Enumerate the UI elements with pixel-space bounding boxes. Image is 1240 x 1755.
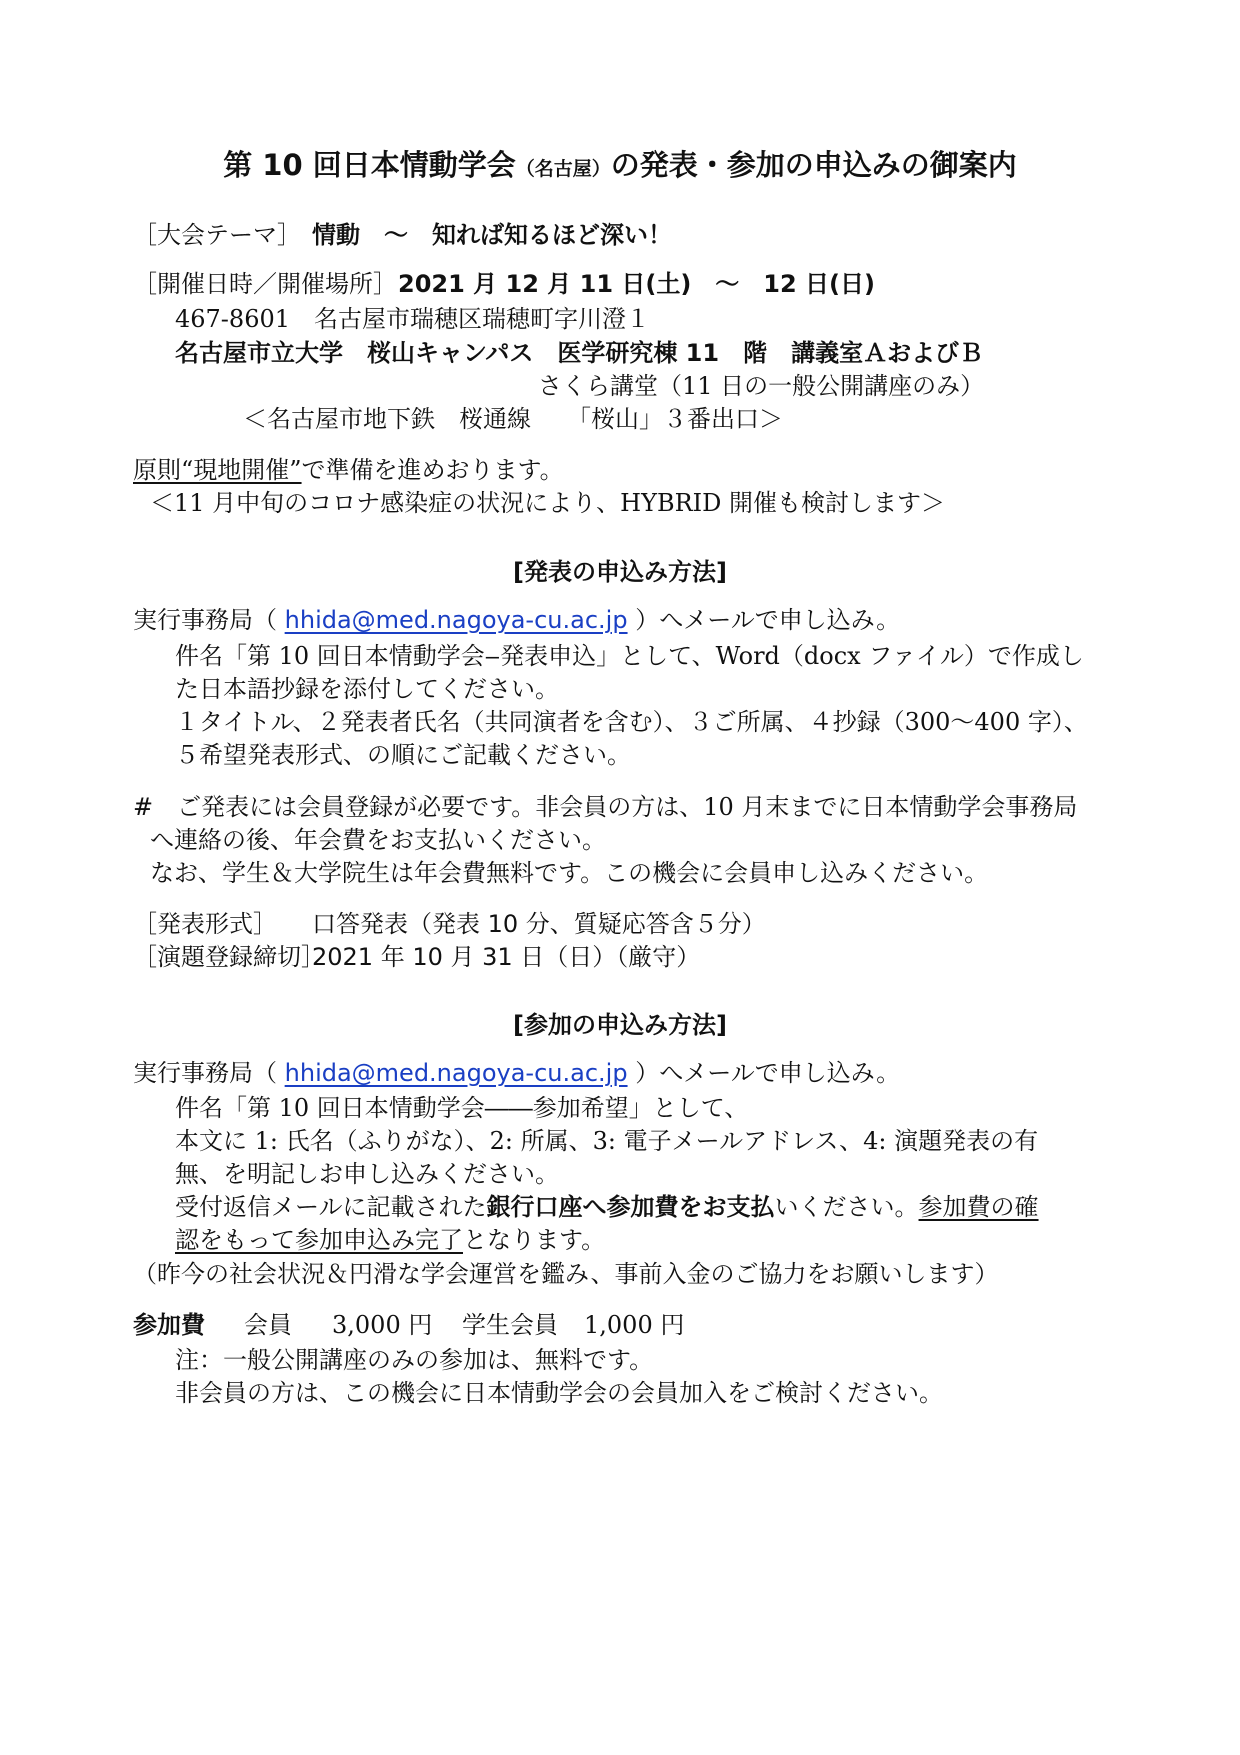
payment-instructions (175, 1225, 605, 1255)
participation-contact (133, 1058, 900, 1088)
participation-request: （昨今の社会状況＆円滑な学会運営を鑑み、事前入金のご協力をお願いします） (133, 1260, 999, 1288)
contact-suffix: ）へメールで申し込み。 (635, 1059, 901, 1087)
venue-hall: さくら講堂（11 日の一般公開講座のみ） (538, 372, 985, 400)
presentation-email-link[interactable]: hhida@med.nagoya-cu.ac.jp (284, 606, 628, 634)
payment-text: いください。 (774, 1193, 919, 1221)
venue-access: ＜名古屋市地下鉄 桜通線 「桜山」３番出口＞ (243, 405, 783, 433)
participation-heading: [参加の申込み方法] (513, 1011, 727, 1039)
principle-underlined: 原則“現地開催” (133, 456, 302, 484)
student-label: 学生会員 (462, 1311, 558, 1339)
member-fee: 3,000 円 (332, 1311, 433, 1339)
participation-body: 本文に 1: 氏名（ふりがな）、2: 所属、3: 電子メールアドレス、4: 演題発表の有 (175, 1127, 1039, 1155)
fee-note: 非会員の方は、この機会に日本情動学会の会員加入をご検討ください。 (175, 1379, 943, 1407)
participation-subject: 件名「第 10 回日本情動学会――参加希望」として、 (175, 1094, 749, 1122)
principle-note: ＜11 月中旬のコロナ感染症の状況により、HYBRID 開催も検討します＞ (150, 489, 945, 517)
contact-prefix: 実行事務局（ (133, 606, 277, 634)
deadline-label: ［演題登録締切］ (133, 943, 325, 971)
student-fee: 1,000 円 (584, 1311, 685, 1339)
presentation-line: ５希望発表形式、の順にご記載ください。 (175, 741, 631, 769)
title-location: （名古屋） (515, 158, 611, 180)
venue-address: 467-8601 名古屋市瑞穂区瑞穂町字川澄１ (175, 305, 650, 333)
theme-value: 情動 ～ 知れば知るほど深い！ (312, 221, 672, 249)
fee-label: 参加費 (133, 1311, 205, 1339)
payment-underlined: 参加費の確 (918, 1193, 1039, 1221)
principle-line (133, 455, 564, 485)
member-label: 会員 (244, 1311, 292, 1339)
participation-email-link[interactable]: hhida@med.nagoya-cu.ac.jp (284, 1059, 628, 1087)
format-value: 口答発表（発表 10 分、質疑応答含５分） (312, 910, 766, 938)
venue-label: ［開催日時／開催場所］ (133, 270, 397, 298)
page-title (0, 150, 1240, 184)
venue-building: 名古屋市立大学 桜山キャンパス 医学研究棟 11 階 講義室ＡおよびＢ (175, 339, 984, 367)
payment-text: となります。 (463, 1226, 606, 1254)
presentation-line: た日本語抄録を添付してください。 (175, 675, 559, 703)
theme-label: ［大会テーマ］ (133, 221, 301, 249)
principle-rest: で準備を進めおります。 (301, 456, 564, 484)
membership-note: # ご発表には会員登録が必要です。非会員の方は、10 月末までに日本情動学会事務局 (133, 793, 1078, 821)
payment-instructions (175, 1192, 1039, 1222)
membership-note: なお、学生＆大学院生は年会費無料です。この機会に会員申し込みください。 (150, 859, 989, 887)
presentation-line: 件名「第 10 回日本情動学会‒発表申込」として、Word（docx ファイル）で作成し (175, 642, 1084, 670)
presentation-heading: [発表の申込み方法] (513, 558, 727, 586)
contact-prefix: 実行事務局（ (133, 1059, 277, 1087)
format-label: ［発表形式］ (133, 910, 277, 938)
title-main: 第 10 回日本情動学会 (223, 148, 516, 182)
venue-date: 2021 月 12 月 11 日(土) ～ 12 日(日) (398, 270, 875, 298)
membership-note: へ連絡の後、年会費をお支払いください。 (150, 826, 606, 854)
payment-text: 受付返信メールに記載された (175, 1193, 487, 1221)
deadline-value: 2021 年 10 月 31 日（日）（厳守） (312, 943, 701, 971)
payment-underlined: 認をもって参加申込み完了 (175, 1226, 463, 1254)
participation-body: 無、を明記しお申し込みください。 (175, 1160, 559, 1188)
contact-suffix: ）へメールで申し込み。 (635, 606, 901, 634)
fee-note: 注：一般公開講座のみの参加は、無料です。 (175, 1346, 654, 1374)
presentation-contact (133, 605, 900, 635)
title-rest: の発表・参加の申込みの御案内 (610, 148, 1017, 182)
presentation-line: １タイトル、２発表者氏名（共同演者を含む）、３ご所属、４抄録（300～400 字）、 (175, 708, 1088, 736)
payment-bold: 銀行口座へ参加費をお支払 (486, 1193, 775, 1221)
